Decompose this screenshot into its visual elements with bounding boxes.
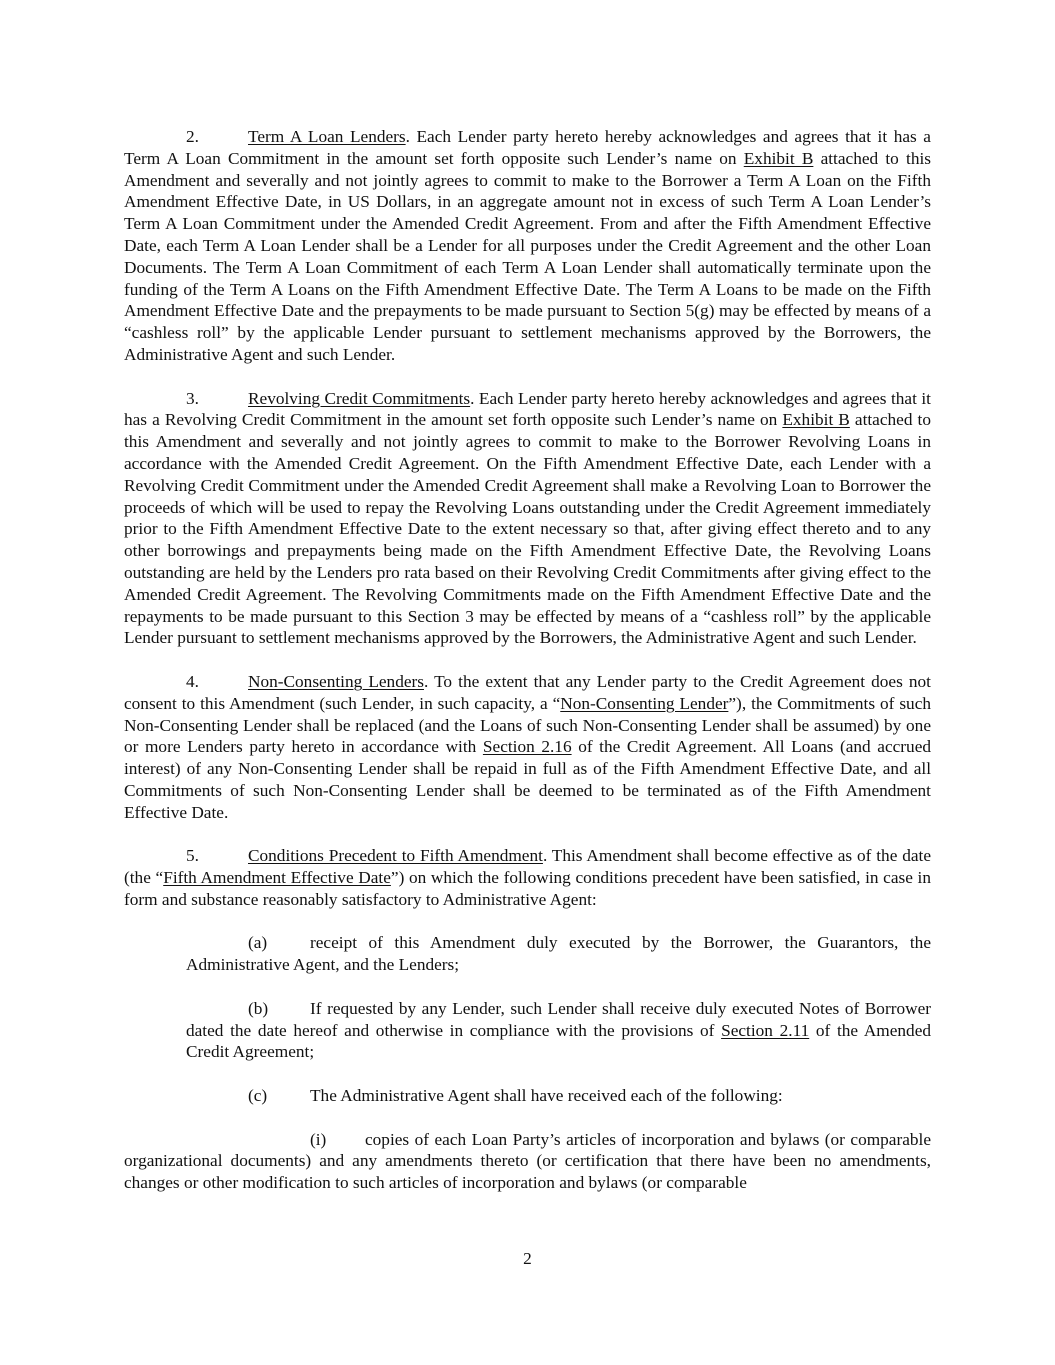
section-number: 4. [186,671,199,691]
condition-a [186,932,931,976]
condition-text: of the Amended Credit Agreement; [186,1020,931,1062]
section-4-paragraph [124,671,931,824]
section-heading: Non-Consenting Lenders [248,671,424,691]
section-text: attached to this Amendment and severally and not jointly agrees to commit to make to the Borrower Revolving Loans in accordance with the Amended Credit Agreement. On the Fifth Amendment Effective Date, each Lender with a Revolving Credit Commitment under the Amended Credit Agreement shall make a Revolving Loan to Borrower the proceeds of which will be used to repay the Revolving Loans outstanding under the Credit Agreement immediately prior to the Fifth Amendment Effective Date to the extent necessary so that, after giving effect thereto and to any other borrowings and prepayments being made on the Fifth Amendment Effective Date, the Revolving Loans outstanding are held by the Lenders pro rata based on their Revolving Credit Commitments after giving effect to the Amended Credit Agreement. The Revolving Commitments made on the Fifth Amendment Effective Date and the repayments to be made pursuant to this Section 3 may be effected by means of a “cashless roll” by the applicable Lender pursuant to settlement mechanisms approved by the Borrowers, the Administrative Agent and such Lender. [124,410,931,648]
condition-c-i [124,1129,931,1194]
section-2-paragraph [124,126,931,366]
condition-b [186,998,931,1063]
condition-label: (i) [310,1129,327,1149]
section-text: . Each Lender party hereto hereby acknowledges and agrees that it has a Term A Loan Commitment in the amount set forth opposite such Lender’s name on [124,127,931,168]
page-number: 2 [523,1249,532,1268]
section-text: . This Amendment shall become effective as of the date (the “ [124,846,931,888]
section-number: 2. [186,127,199,146]
section-heading: Conditions Precedent to Fifth Amendment [248,846,543,866]
condition-text: The Administrative Agent shall have received each of the following: [310,1086,783,1106]
condition-label: (a) [248,933,268,953]
section-reference: Section 2.16 [482,737,572,757]
condition-label: (c) [248,1086,268,1106]
condition-text: copies of each Loan Party’s articles of incorporation and bylaws (or comparable organizational documents) and any amendments thereto (or certification that there have been no amendments, changes or other modification to such articles of incorporation and bylaws (or comparable [124,1129,931,1193]
exhibit-reference: Exhibit B [743,148,814,168]
section-text: ”) on which the following conditions precedent have been satisfied, in case in form and substance reasonably satisfactory to Administrative Agent: [124,868,932,909]
section-text: ”), the Commitments of such Non-Consenting Lender shall be replaced (and the Loans of such Non-Consenting Lender shall be assumed) by one or more Lenders party hereto in accordance with [124,693,932,757]
defined-term: Fifth Amendment Effective Date [163,868,391,888]
section-text: . To the extent that any Lender party to the Credit Agreement does not consent to this Amendment (such Lender, in such capacity, a “ [124,671,931,713]
section-reference: Section 2.11 [721,1020,810,1040]
document-body [124,126,931,1194]
section-heading: Term A Loan Lenders [248,127,406,146]
condition-text: receipt of this Amendment duly executed by the Borrower, the Guarantors, the Administrative Agent, and the Lenders; [186,933,931,975]
section-heading: Revolving Credit Commitments [248,388,471,408]
condition-c [186,1085,931,1107]
condition-text: If requested by any Lender, such Lender shall receive duly executed Notes of Borrower dated the date hereof and otherwise in compliance with the provisions of [186,998,931,1040]
section-number: 3. [186,388,199,408]
section-text: of the Credit Agreement. All Loans (and accrued interest) of any Non-Consenting Lender shall be repaid in full as of the Fifth Amendment Effective Date, and all Commitments of such Non-Consenting Lender shall be deemed to be terminated as of the Fifth Amendment Effective Date. [124,737,932,822]
section-text: . Each Lender party hereto hereby acknowledges and agrees that it has a Revolving Credit Commitment in the amount set forth opposite such Lender’s name on [124,388,931,430]
section-text: attached to this Amendment and severally and not jointly agrees to commit to make to the Borrower a Term A Loan on the Fifth Amendment Effective Date, in US Dollars, in an aggregate amount not in excess of such Term A Loan Lender’s Term A Loan Commitment under the Amended Credit Agreement. From and after the Fifth Amendment Effective Date, each Term A Loan Lender shall be a Lender for all purposes under the Credit Agreement and the other Loan Documents. The Term A Loan Commitment of each Term A Loan Lender shall automatically terminate upon the funding of the Term A Loans on the Fifth Amendment Effective Date. The Term A Loans to be made on the Fifth Amendment Effective Date and the prepayments to be made pursuant to Section 5(g) may be effected by means of a “cashless roll” by the applicable Lender pursuant to settlement mechanisms approved by the Borrowers, the Administrative Agent and such Lender. [124,148,931,364]
section-5-paragraph [124,845,931,910]
exhibit-reference: Exhibit B [782,410,850,430]
section-number: 5. [186,846,199,866]
condition-label: (b) [248,998,269,1018]
section-3-paragraph [124,388,931,650]
defined-term: Non-Consenting Lender [560,693,729,713]
